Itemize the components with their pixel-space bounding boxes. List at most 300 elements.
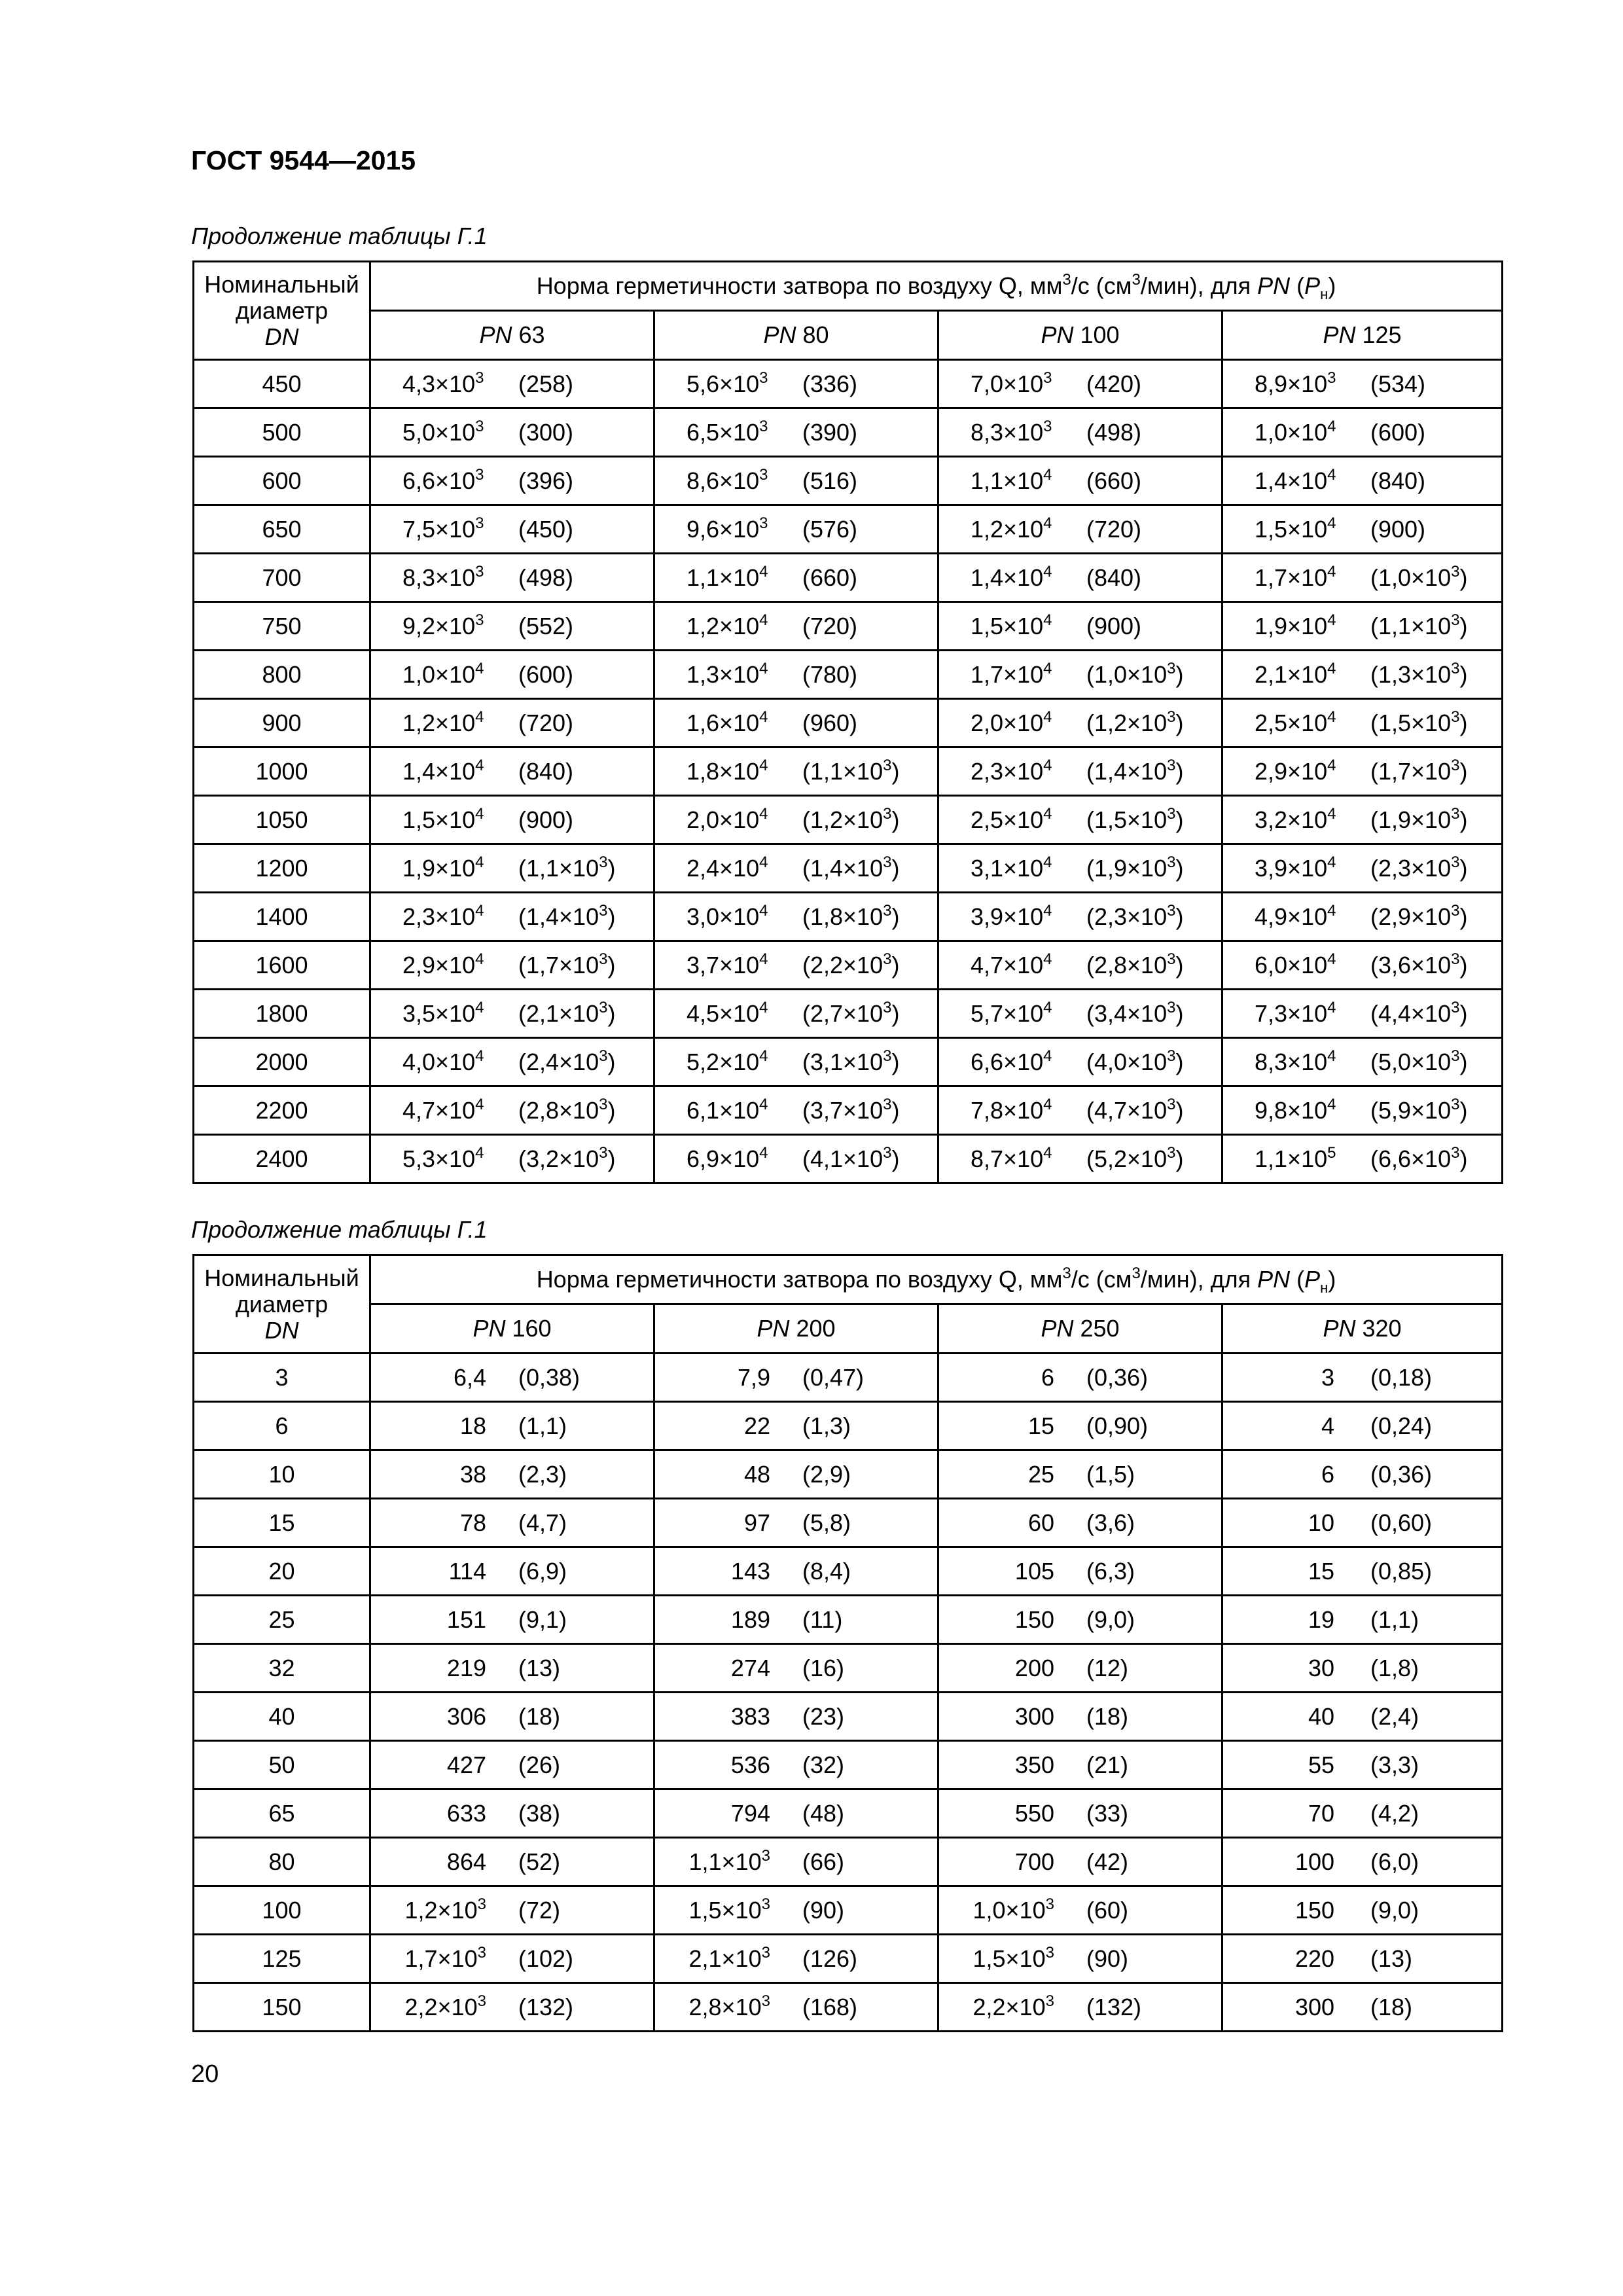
- rate-cm3-mantissa: (5,2×10: [1086, 1145, 1168, 1172]
- rate-cm3-mantissa: (9,0): [1370, 1896, 1419, 1924]
- rate-mantissa: 10: [1308, 1509, 1335, 1536]
- table-row: [194, 1354, 1503, 1402]
- rate-cm3-value: [518, 613, 573, 640]
- rate-cm3-value: [1370, 758, 1467, 785]
- rate-mantissa: 4,9×10: [1255, 903, 1328, 930]
- pn-value: 125: [1355, 321, 1402, 348]
- rate-cm3-mantissa: (1,2×10: [802, 806, 883, 833]
- rate-cm3-close: ): [607, 854, 616, 882]
- table-row: [194, 1135, 1503, 1183]
- rate-mm3-value: [971, 855, 1052, 882]
- rate-mantissa: 2,5×10: [971, 806, 1044, 833]
- rate-mm3-value: [687, 467, 768, 495]
- rate-cm3-mantissa: (16): [802, 1654, 845, 1681]
- rate-mm3-value: [689, 1848, 770, 1876]
- leak-rate-cell: [654, 360, 938, 408]
- leak-rate-cell: [654, 941, 938, 990]
- pn-label: PN: [757, 1315, 790, 1342]
- table-row: [194, 844, 1503, 893]
- rate-cm3-mantissa: (2,3×10: [1370, 854, 1452, 882]
- dn-header-line3: DN: [264, 1316, 299, 1344]
- rate-cm3-mantissa: (8,4): [802, 1557, 851, 1585]
- table-row: [194, 1789, 1503, 1838]
- rate-cm3-mantissa: (390): [802, 418, 858, 446]
- leak-rate-cell: [938, 1038, 1222, 1086]
- rate-mantissa: 70: [1308, 1799, 1335, 1827]
- rate-cm3-mantissa: (1,4×10: [1086, 757, 1168, 785]
- rate-cm3-mantissa: (2,7×10: [802, 999, 883, 1027]
- rate-cm3-mantissa: (11): [802, 1605, 843, 1633]
- rate-mantissa: 3,7×10: [687, 951, 760, 978]
- rate-cm3-mantissa: (38): [518, 1799, 561, 1827]
- dn-cell: 1050: [194, 796, 370, 844]
- rate-mm3-value: [1028, 1461, 1054, 1488]
- leak-rate-cell: [938, 1135, 1222, 1183]
- rate-mm3-value: [1028, 1412, 1054, 1440]
- leak-rate-cell: [938, 1596, 1222, 1644]
- rate-mantissa: 633: [446, 1799, 486, 1827]
- leak-rate-cell: [654, 1644, 938, 1693]
- rate-exponent: 3: [761, 1895, 770, 1913]
- leak-rate-cell: [370, 1450, 654, 1499]
- rate-cm3-value: [1370, 370, 1425, 398]
- rate-cm3-value: [1370, 903, 1467, 931]
- rate-cm3-close: ): [1459, 903, 1468, 930]
- rate-cm3-mantissa: (42): [1086, 1848, 1129, 1875]
- rate-mantissa: 143: [730, 1557, 770, 1585]
- rate-cm3-value: [802, 855, 899, 882]
- rate-cm3-close: ): [1459, 709, 1468, 736]
- leak-rate-cell: [370, 1741, 654, 1789]
- leak-rate-cell: [370, 1838, 654, 1886]
- rate-exponent: 4: [759, 804, 768, 823]
- leak-rate-cell: [654, 1547, 938, 1596]
- leak-rate-cell: [1222, 1086, 1503, 1135]
- rate-exponent: 4: [759, 611, 768, 629]
- rate-cm3-value: [1086, 1145, 1183, 1173]
- rate-cm3-value: [802, 1800, 844, 1827]
- rate-cm3-mantissa: (3,6): [1086, 1509, 1135, 1536]
- rate-cm3-mantissa: (2,2×10: [802, 951, 883, 978]
- rate-mantissa: 8,9×10: [1255, 370, 1328, 397]
- pn-column-header: [370, 1304, 654, 1354]
- rate-cm3-value: [1086, 419, 1141, 446]
- rate-cm3-close: ): [891, 1096, 900, 1124]
- leak-rate-cell: [938, 651, 1222, 699]
- rate-cm3-value: [518, 1945, 573, 1973]
- rate-cm3-value: [802, 1897, 844, 1924]
- rate-exponent: 4: [1327, 417, 1336, 435]
- rate-cm3-mantissa: (18): [518, 1702, 561, 1730]
- rate-mm3-value: [687, 1049, 768, 1076]
- title-paren-open: (: [1290, 1266, 1305, 1293]
- rate-mm3-value: [687, 855, 768, 882]
- rate-cm3-value: [1370, 855, 1467, 882]
- rate-exponent: 4: [1043, 901, 1052, 920]
- title-paren-open: (: [1290, 272, 1305, 299]
- rate-exponent: 3: [1327, 368, 1336, 387]
- rate-cm3-mantissa: (48): [802, 1799, 845, 1827]
- rate-exponent: 4: [759, 1095, 768, 1113]
- rate-mm3-value: [1255, 564, 1336, 592]
- rate-mm3-value: [687, 564, 768, 592]
- rate-mm3-value: [402, 1145, 484, 1173]
- leak-rate-cell: [1222, 1547, 1503, 1596]
- rate-mantissa: 9,2×10: [402, 612, 476, 639]
- rate-mm3-value: [402, 419, 484, 446]
- rate-cm3-exponent: 3: [1451, 804, 1460, 823]
- rate-cm3-exponent: 3: [1167, 1143, 1176, 1162]
- rate-cm3-close: ): [891, 1145, 900, 1172]
- rate-mm3-value: [971, 1049, 1052, 1076]
- rate-exponent: 4: [1327, 901, 1336, 920]
- rate-cm3-value: [1086, 467, 1141, 495]
- pn-column-header: [654, 1304, 938, 1354]
- rate-mantissa: 3,5×10: [402, 999, 476, 1027]
- rate-cm3-value: [1370, 1412, 1432, 1440]
- rate-mm3-value: [1308, 1703, 1334, 1731]
- rate-cm3-mantissa: (516): [802, 467, 858, 494]
- rate-mm3-value: [1255, 1097, 1336, 1124]
- rate-cm3-close: ): [607, 951, 616, 978]
- rate-mm3-value: [1015, 1848, 1054, 1876]
- leak-rate-cell: [1222, 1644, 1503, 1693]
- rate-cm3-value: [1086, 1994, 1141, 2021]
- leak-rate-cell: [654, 1596, 938, 1644]
- rate-cm3-value: [518, 1703, 560, 1731]
- rate-cm3-value: [1370, 516, 1425, 543]
- rate-cm3-value: [518, 1751, 560, 1779]
- rate-cm3-value: [518, 419, 573, 446]
- rate-exponent: 4: [1327, 611, 1336, 629]
- rate-cm3-exponent: 3: [883, 1143, 892, 1162]
- leak-rate-cell: [1222, 747, 1503, 796]
- leak-rate-cell: [654, 893, 938, 941]
- rate-cm3-value: [1370, 1751, 1419, 1779]
- rate-cm3-value: [518, 1461, 567, 1488]
- rate-cm3-value: [1086, 516, 1141, 543]
- rate-mm3-value: [973, 1897, 1054, 1924]
- rate-cm3-mantissa: (33): [1086, 1799, 1129, 1827]
- table-row: [194, 747, 1503, 796]
- rate-mm3-value: [402, 370, 484, 398]
- rate-mantissa: 700: [1014, 1848, 1054, 1875]
- rate-mantissa: 2,2×10: [972, 1993, 1046, 2020]
- rate-mm3-value: [1255, 1145, 1336, 1173]
- document-header: ГОСТ 9544—2015: [191, 145, 416, 175]
- rate-cm3-value: [1086, 1800, 1128, 1827]
- rate-cm3-value: [1370, 806, 1467, 834]
- rate-cm3-value: [518, 1145, 615, 1173]
- leak-rate-cell: [654, 554, 938, 602]
- rate-mm3-value: [973, 1945, 1054, 1973]
- rate-cm3-value: [802, 661, 857, 689]
- rate-exponent: 4: [1043, 756, 1052, 774]
- rate-cm3-mantissa: (4,2): [1370, 1799, 1419, 1827]
- rate-mantissa: 60: [1027, 1509, 1054, 1536]
- pn-column-header: [1222, 311, 1503, 360]
- dn-cell: 1800: [194, 990, 370, 1038]
- rate-mantissa: 5,2×10: [687, 1048, 760, 1075]
- rate-mm3-value: [1255, 903, 1336, 931]
- leak-rate-cell: [1222, 699, 1503, 747]
- leak-rate-cell: [654, 1693, 938, 1741]
- leak-rate-cell: [370, 1644, 654, 1693]
- table-row: [194, 1983, 1503, 2032]
- leak-rate-cell: [938, 1886, 1222, 1935]
- rate-cm3-exponent: 3: [599, 950, 608, 968]
- title-pn: PN: [1257, 1266, 1291, 1293]
- dn-header-line1: Номинальный: [204, 270, 359, 298]
- leak-rate-cell: [938, 1741, 1222, 1789]
- rate-cm3-exponent: 3: [1451, 1095, 1460, 1113]
- rate-cm3-value: [1086, 1412, 1148, 1440]
- leak-rate-cell: [654, 651, 938, 699]
- dn-cell: 32: [194, 1644, 370, 1693]
- rate-cm3-value: [518, 1049, 615, 1076]
- rate-mm3-value: [1255, 1000, 1336, 1028]
- leak-rate-cell: [370, 1135, 654, 1183]
- rate-mm3-value: [971, 419, 1052, 446]
- rate-cm3-value: [802, 1606, 842, 1634]
- rate-cm3-mantissa: (1,0×10: [1086, 660, 1168, 688]
- rate-exponent: 3: [477, 1895, 486, 1913]
- rate-exponent: 3: [1045, 1943, 1054, 1962]
- rate-cm3-value: [1370, 1703, 1419, 1731]
- rate-cm3-value: [518, 1412, 567, 1440]
- leak-rate-cell: [1222, 1038, 1503, 1086]
- table-row: [194, 990, 1503, 1038]
- rate-cm3-value: [1086, 1703, 1128, 1731]
- rate-exponent: 4: [1043, 562, 1052, 581]
- rate-cm3-exponent: 3: [883, 804, 892, 823]
- rate-mm3-value: [1295, 1848, 1334, 1876]
- leak-rate-cell: [938, 1935, 1222, 1983]
- rate-mantissa: 100: [1294, 1848, 1335, 1875]
- rate-mantissa: 15: [1308, 1557, 1335, 1585]
- leak-rate-cell: [1222, 941, 1503, 990]
- rate-mantissa: 6,1×10: [687, 1096, 760, 1124]
- rate-cm3-mantissa: (0,36): [1086, 1363, 1149, 1391]
- rate-cm3-value: [1370, 1461, 1432, 1488]
- rate-mantissa: 1,9×10: [1255, 612, 1328, 639]
- table-row: [194, 1450, 1503, 1499]
- rate-cm3-mantissa: (960): [802, 709, 858, 736]
- rate-cm3-mantissa: (2,8×10: [518, 1096, 599, 1124]
- rate-mm3-value: [402, 758, 484, 785]
- rate-cm3-value: [1370, 1897, 1419, 1924]
- leak-rate-cell: [938, 408, 1222, 457]
- rate-mantissa: 40: [1308, 1702, 1335, 1730]
- leak-rate-cell: [1222, 893, 1503, 941]
- rate-cm3-mantissa: (720): [518, 709, 574, 736]
- leak-rate-cell: [654, 505, 938, 554]
- rate-exponent: 3: [1043, 417, 1052, 435]
- rate-mm3-value: [402, 709, 484, 737]
- rate-mm3-value: [449, 1558, 486, 1585]
- pn-value: 80: [796, 321, 829, 348]
- rate-mantissa: 536: [730, 1751, 770, 1778]
- rate-cm3-value: [518, 1800, 560, 1827]
- rate-cm3-mantissa: (9,0): [1086, 1605, 1135, 1633]
- leak-rate-cell: [654, 602, 938, 651]
- rate-mantissa: 5,7×10: [971, 999, 1044, 1027]
- rate-mantissa: 5,0×10: [402, 418, 476, 446]
- rate-mm3-value: [454, 1364, 486, 1391]
- dn-cell: 1600: [194, 941, 370, 990]
- rate-cm3-mantissa: (0,36): [1370, 1460, 1433, 1488]
- rate-exponent: 4: [475, 901, 484, 920]
- rate-cm3-exponent: 3: [1167, 756, 1176, 774]
- dn-cell: 900: [194, 699, 370, 747]
- rate-exponent: 4: [1327, 1047, 1336, 1065]
- rate-mantissa: 1,6×10: [687, 709, 760, 736]
- rate-mm3-value: [687, 952, 768, 979]
- rate-exponent: 4: [759, 950, 768, 968]
- pn-column-header: [1222, 1304, 1503, 1354]
- title-sup1: 3: [1062, 271, 1071, 289]
- rate-cm3-close: ): [607, 1096, 616, 1124]
- rate-cm3-mantissa: (60): [1086, 1896, 1129, 1924]
- rate-exponent: 4: [475, 1143, 484, 1162]
- dn-cell: 6: [194, 1402, 370, 1450]
- rate-cm3-mantissa: (1,1): [1370, 1605, 1419, 1633]
- rate-cm3-exponent: 3: [1167, 659, 1176, 677]
- leak-rate-cell: [654, 408, 938, 457]
- table-row: [194, 1402, 1503, 1450]
- rate-cm3-value: [802, 1000, 899, 1028]
- rate-cm3-mantissa: (1,1×10: [1370, 612, 1452, 639]
- rate-cm3-mantissa: (12): [1086, 1654, 1129, 1681]
- rate-mantissa: 7,3×10: [1255, 999, 1328, 1027]
- rate-mantissa: 22: [743, 1412, 770, 1439]
- rate-cm3-value: [1370, 1509, 1432, 1537]
- title-text-post: /мин), для: [1140, 1266, 1258, 1293]
- rate-mantissa: 274: [730, 1654, 770, 1681]
- rate-mm3-value: [1321, 1412, 1334, 1440]
- table-row: [194, 1693, 1503, 1741]
- rate-mantissa: 1,2×10: [404, 1896, 478, 1924]
- rate-mm3-value: [687, 370, 768, 398]
- rate-mantissa: 150: [1294, 1896, 1335, 1924]
- rate-cm3-exponent: 3: [1451, 708, 1460, 726]
- rate-exponent: 4: [1327, 804, 1336, 823]
- rate-cm3-value: [802, 419, 857, 446]
- rate-mm3-value: [402, 613, 484, 640]
- rate-mantissa: 114: [448, 1557, 486, 1585]
- rate-cm3-mantissa: (6,6×10: [1370, 1145, 1452, 1172]
- rate-cm3-close: ): [1175, 999, 1184, 1027]
- dn-header-line3: DN: [264, 323, 299, 350]
- rate-mm3-value: [1255, 419, 1336, 446]
- leak-rate-cell: [1222, 990, 1503, 1038]
- rate-exponent: 3: [759, 417, 768, 435]
- rate-cm3-value: [1370, 613, 1467, 640]
- rate-cm3-mantissa: (1,0×10: [1370, 564, 1452, 591]
- leak-rate-cell: [654, 1354, 938, 1402]
- rate-mm3-value: [744, 1509, 770, 1537]
- rate-mm3-value: [971, 467, 1052, 495]
- rate-mm3-value: [1295, 1945, 1334, 1973]
- pn-label: PN: [1323, 321, 1356, 348]
- rate-cm3-value: [802, 1655, 844, 1682]
- rate-mantissa: 1,1×10: [688, 1848, 762, 1875]
- rate-cm3-mantissa: (1,8): [1370, 1654, 1419, 1681]
- leak-rate-cell: [938, 554, 1222, 602]
- rate-cm3-exponent: 3: [599, 1143, 608, 1162]
- rate-mm3-value: [971, 903, 1052, 931]
- rate-cm3-value: [518, 1097, 615, 1124]
- table-row: [194, 941, 1503, 990]
- dn-cell: 20: [194, 1547, 370, 1596]
- pn-column-header: [938, 1304, 1222, 1354]
- rate-exponent: 4: [1043, 950, 1052, 968]
- rate-cm3-mantissa: (2,1×10: [518, 999, 599, 1027]
- rate-cm3-mantissa: (0,85): [1370, 1557, 1433, 1585]
- pn-value: 320: [1355, 1315, 1402, 1342]
- rate-mantissa: 2,3×10: [402, 903, 476, 930]
- rate-cm3-value: [518, 952, 615, 979]
- table-row: [194, 1644, 1503, 1693]
- rate-mm3-value: [1255, 467, 1336, 495]
- pn-column-header: [938, 311, 1222, 360]
- rate-exponent: 3: [761, 1846, 770, 1865]
- rate-cm3-close: ): [1175, 1145, 1184, 1172]
- rate-cm3-mantissa: (2,4): [1370, 1702, 1419, 1730]
- rate-exponent: 4: [1043, 998, 1052, 1016]
- rate-mm3-value: [1255, 661, 1336, 689]
- rate-mantissa: 15: [1027, 1412, 1054, 1439]
- rate-mm3-value: [687, 903, 768, 931]
- title-sup2: 3: [1132, 271, 1141, 289]
- rate-cm3-close: ): [1459, 1048, 1468, 1075]
- rate-cm3-value: [802, 1364, 864, 1391]
- rate-cm3-mantissa: (1,7×10: [518, 951, 599, 978]
- rate-cm3-close: ): [1175, 709, 1184, 736]
- table1: [192, 260, 1503, 1184]
- rate-mantissa: 2,9×10: [1255, 757, 1328, 785]
- leak-rate-title: [370, 262, 1503, 311]
- rate-mm3-value: [402, 903, 484, 931]
- rate-exponent: 3: [1045, 1895, 1054, 1913]
- rate-exponent: 3: [475, 368, 484, 387]
- rate-cm3-value: [1370, 467, 1425, 495]
- rate-cm3-mantissa: (6,0): [1370, 1848, 1419, 1875]
- rate-mm3-value: [402, 1049, 484, 1076]
- rate-mm3-value: [1308, 1558, 1334, 1585]
- leak-rate-cell: [938, 990, 1222, 1038]
- rate-cm3-mantissa: (900): [1370, 515, 1426, 543]
- leak-rate-cell: [370, 893, 654, 941]
- leak-rate-cell: [370, 457, 654, 505]
- leak-rate-cell: [654, 990, 938, 1038]
- title-text-pre: Норма герметичности затвора по воздуху Q, мм: [536, 272, 1063, 299]
- rate-mm3-value: [460, 1412, 486, 1440]
- rate-mantissa: 3: [1321, 1363, 1335, 1391]
- rate-cm3-exponent: 3: [599, 1095, 608, 1113]
- rate-cm3-value: [518, 709, 573, 737]
- rate-cm3-mantissa: (6,3): [1086, 1557, 1135, 1585]
- leak-rate-cell: [1222, 408, 1503, 457]
- rate-cm3-value: [802, 564, 857, 592]
- rate-exponent: 4: [759, 853, 768, 871]
- rate-cm3-value: [802, 903, 899, 931]
- leak-rate-cell: [1222, 554, 1503, 602]
- rate-cm3-mantissa: (600): [518, 660, 574, 688]
- rate-cm3-mantissa: (450): [518, 515, 574, 543]
- rate-cm3-value: [802, 1994, 857, 2021]
- pn-value: 100: [1073, 321, 1120, 348]
